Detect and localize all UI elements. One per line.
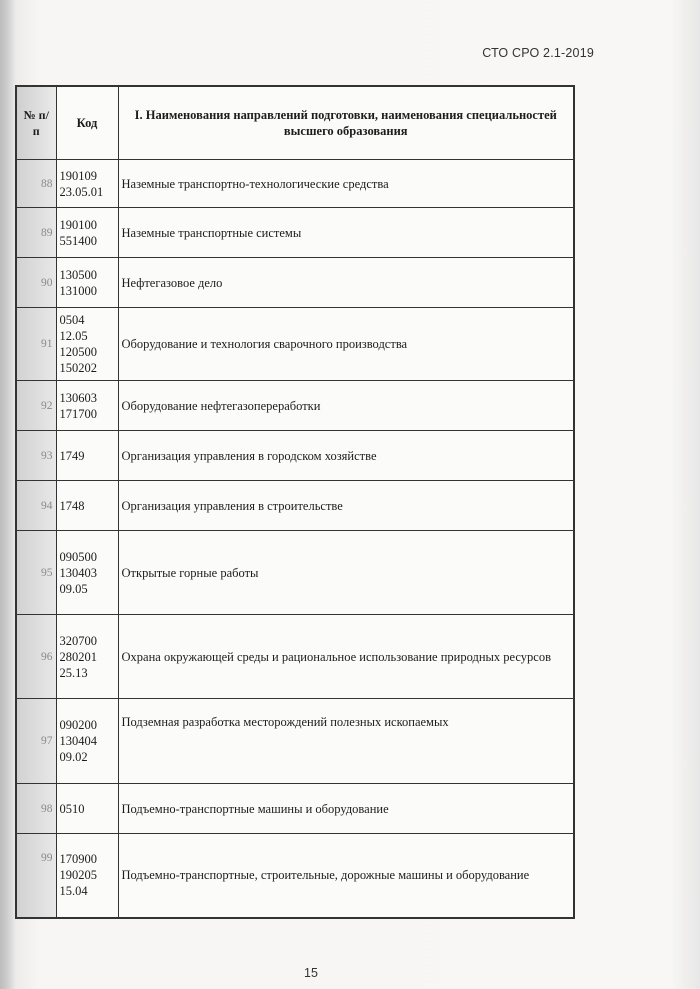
- row-name: Организация управления в городском хозяйстве: [118, 431, 574, 481]
- table-row: [16, 308, 574, 381]
- row-code: 0504 12.05 120500 150202: [56, 308, 118, 381]
- row-code: 090200 130404 09.02: [56, 699, 118, 784]
- table-row: [16, 431, 574, 481]
- header-code: Код: [56, 86, 118, 160]
- table-row: [16, 481, 574, 531]
- table-row: [16, 258, 574, 308]
- row-code: 190109 23.05.01: [56, 160, 118, 208]
- row-code: 0510: [56, 784, 118, 834]
- row-number: 97: [16, 699, 56, 784]
- row-code: 1748: [56, 481, 118, 531]
- row-number: 90: [16, 258, 56, 308]
- row-name: Нефтегазовое дело: [118, 258, 574, 308]
- scan-shadow-left: [0, 0, 16, 989]
- row-number: 99: [16, 834, 56, 918]
- row-name: Оборудование нефтегазопереработки: [118, 381, 574, 431]
- row-code: 190100 551400: [56, 208, 118, 258]
- specialties-table: [15, 85, 575, 919]
- row-number: 95: [16, 531, 56, 615]
- row-code: 090500 130403 09.05: [56, 531, 118, 615]
- table-row: [16, 381, 574, 431]
- table-row: [16, 784, 574, 834]
- table-row: [16, 160, 574, 208]
- row-name: Охрана окружающей среды и рациональное использование природных ресурсов: [118, 615, 574, 699]
- scan-shadow-right: [670, 0, 700, 989]
- row-number: 91: [16, 308, 56, 381]
- row-name: Наземные транспортно-технологические средства: [118, 160, 574, 208]
- row-name: Открытые горные работы: [118, 531, 574, 615]
- row-code: 130603 171700: [56, 381, 118, 431]
- row-name: Подъемно-транспортные, строительные, дорожные машины и оборудование: [118, 834, 574, 918]
- row-name: Подъемно-транспортные машины и оборудование: [118, 784, 574, 834]
- row-code: 1749: [56, 431, 118, 481]
- row-code: 130500 131000: [56, 258, 118, 308]
- table-row: [16, 531, 574, 615]
- header-name: I. Наименования направлений подготовки, наименования специальностей высшего образования: [118, 86, 574, 160]
- row-number: 92: [16, 381, 56, 431]
- row-code: 320700 280201 25.13: [56, 615, 118, 699]
- row-name: Оборудование и технология сварочного производства: [118, 308, 574, 381]
- row-code: 170900 190205 15.04: [56, 834, 118, 918]
- row-number: 89: [16, 208, 56, 258]
- table-row: [16, 208, 574, 258]
- row-number: 93: [16, 431, 56, 481]
- table-header-row: [16, 86, 574, 160]
- table-row: [16, 834, 574, 918]
- row-number: 96: [16, 615, 56, 699]
- row-number: 98: [16, 784, 56, 834]
- row-name: Организация управления в строительстве: [118, 481, 574, 531]
- header-number: № п/п: [16, 86, 56, 160]
- table-row: [16, 615, 574, 699]
- page-number: 15: [304, 966, 318, 980]
- row-number: 88: [16, 160, 56, 208]
- row-name: Наземные транспортные системы: [118, 208, 574, 258]
- table-row: [16, 699, 574, 784]
- row-name: Подземная разработка месторождений полезных ископаемых: [118, 699, 574, 784]
- row-number: 94: [16, 481, 56, 531]
- document-id: СТО СРО 2.1-2019: [482, 46, 594, 60]
